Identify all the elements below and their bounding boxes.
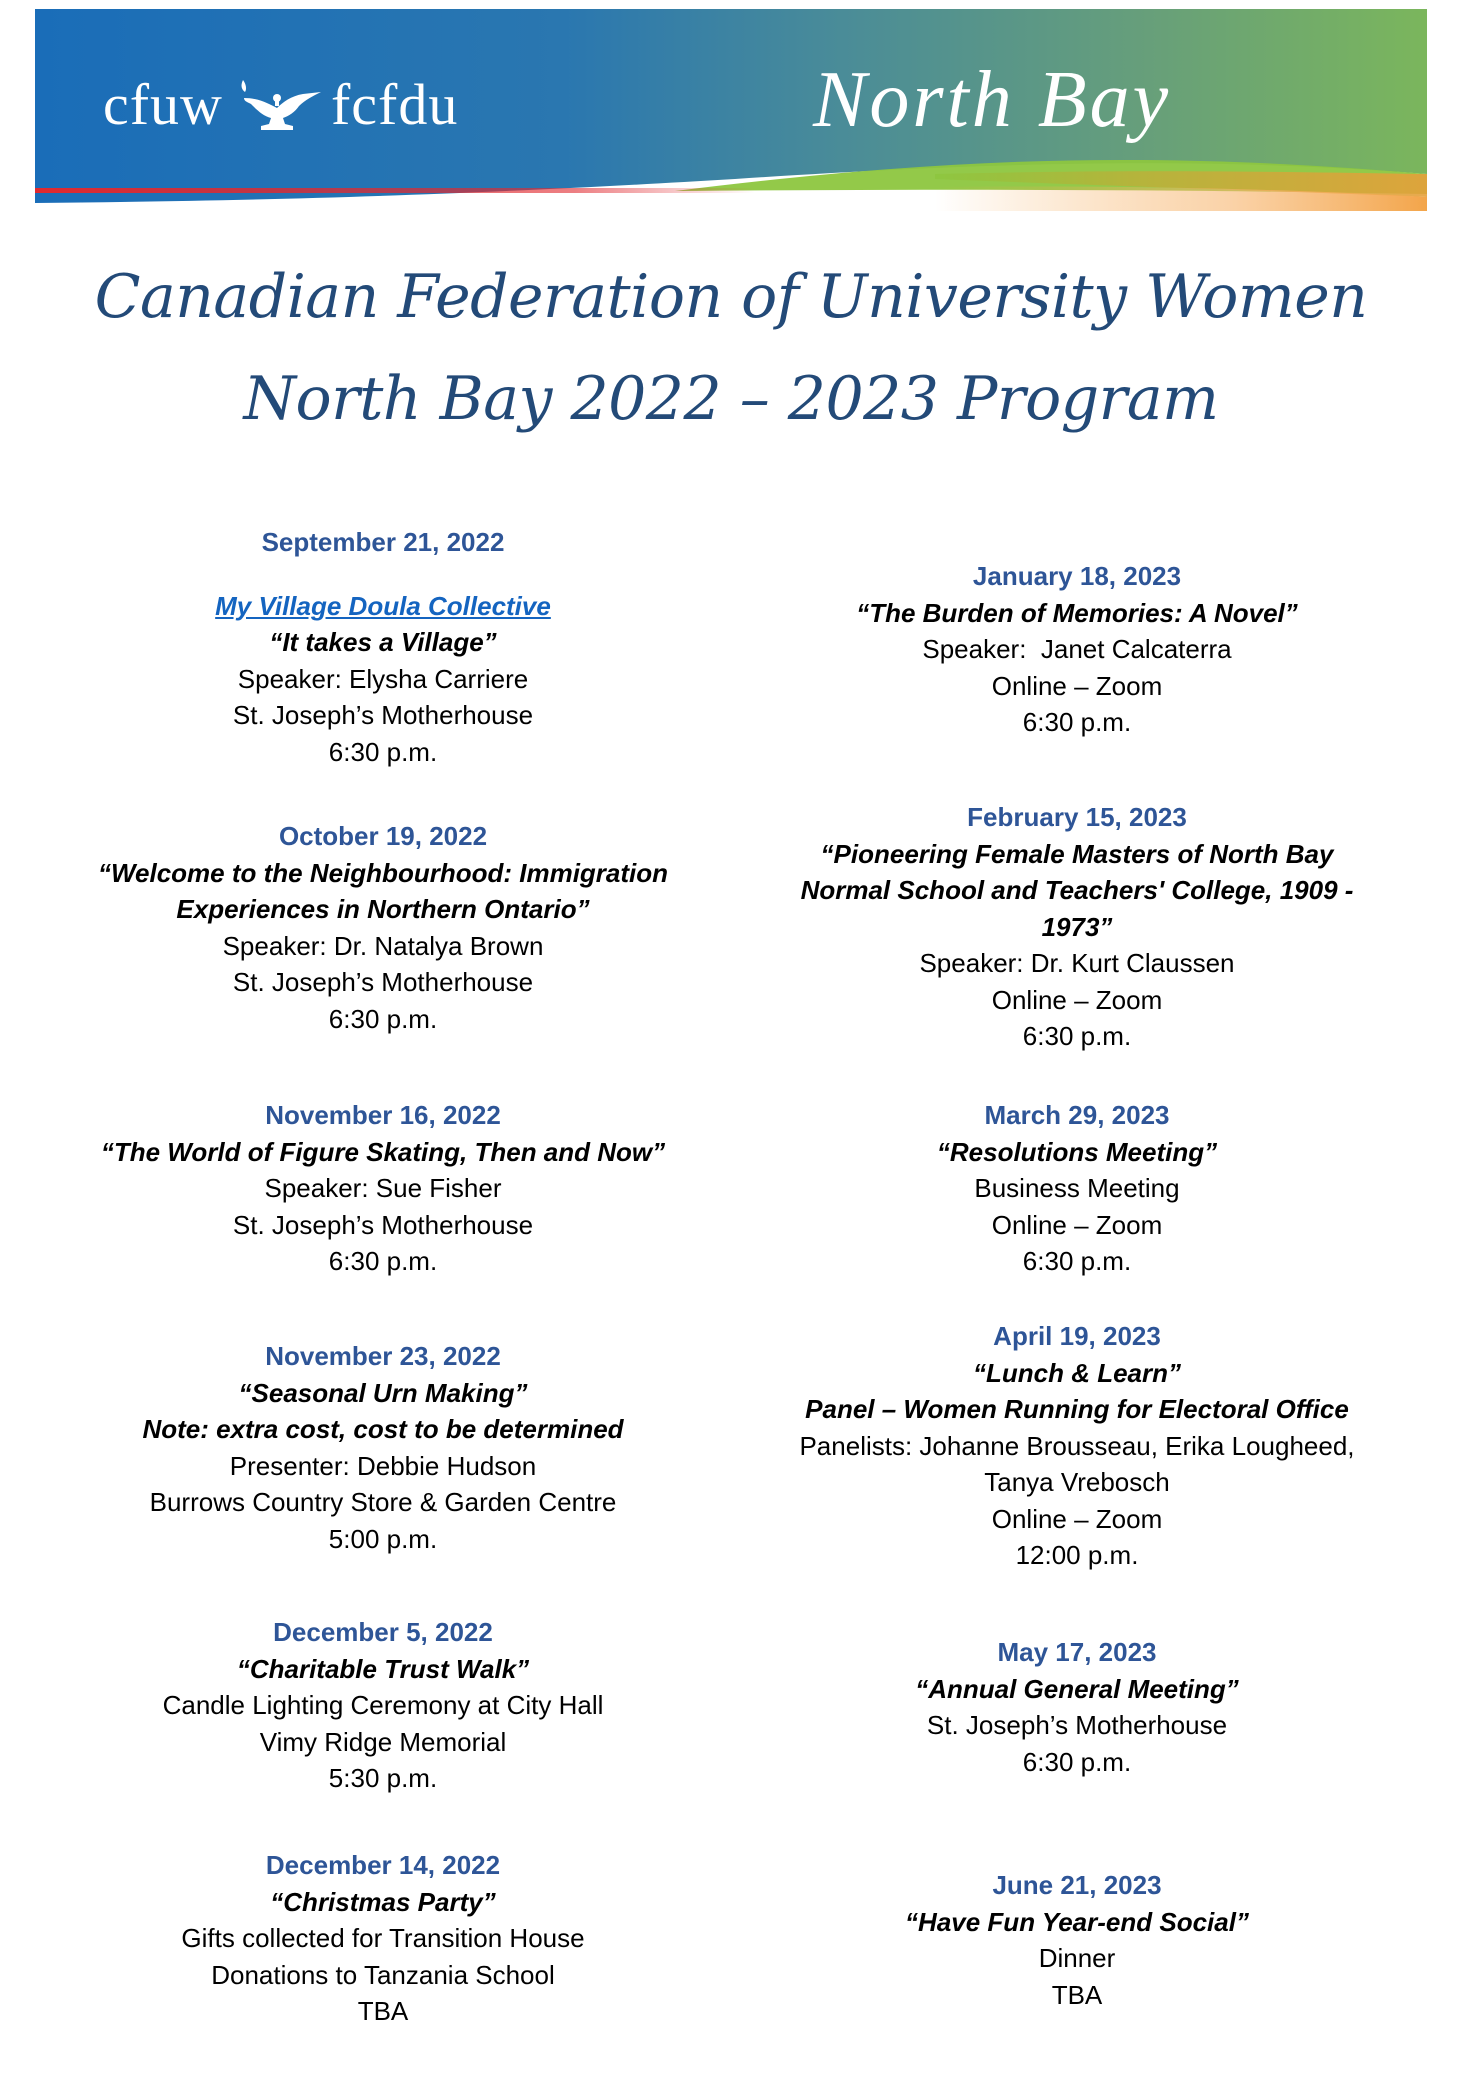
event-detail: Online – Zoom: [991, 1503, 1163, 1534]
event-feb-15-2023: [727, 799, 1427, 1055]
event-detail: Speaker: Elysha Carriere: [237, 663, 529, 694]
event-detail: St. Joseph’s Motherhouse: [926, 1710, 1228, 1740]
event-detail: Speaker: Sue Fisher: [264, 1173, 502, 1203]
event-date: September 21, 2022: [261, 527, 505, 557]
event-detail: Candle Lighting Ceremony at City Hall: [162, 1690, 604, 1720]
event-date: December 5, 2022: [273, 1617, 493, 1647]
event-detail: Vimy Ridge Memorial: [259, 1726, 507, 1757]
event-detail: Gifts collected for Transition House: [181, 1923, 585, 1953]
event-title: “Seasonal Urn Making”: [238, 1377, 528, 1408]
event-detail: Presenter: Debbie Hudson: [229, 1450, 537, 1481]
page-title: Canadian Federation of University Women: [94, 262, 1368, 332]
event-date: November 16, 2022: [265, 1100, 501, 1130]
event-date: December 14, 2022: [265, 1850, 501, 1880]
event-detail: Speaker: Dr. Kurt Claussen: [919, 948, 1235, 978]
event-detail: Panelists: Johanne Brousseau, Erika Lougheed,: [799, 1430, 1355, 1461]
event-detail: Tanya Vrebosch: [984, 1467, 1170, 1497]
event-detail: St. Joseph’s Motherhouse: [232, 1209, 534, 1240]
event-detail: Dinner: [1038, 1943, 1116, 1973]
event-subtitle: Panel – Women Running for Electoral Office: [805, 1394, 1349, 1424]
event-nov-16-2022: [33, 1097, 733, 1280]
cfuw-logo: [103, 71, 458, 138]
event-oct-19-2022: [33, 818, 733, 1037]
event-title: 1973”: [1041, 911, 1113, 942]
event-detail: Online – Zoom: [991, 1209, 1163, 1240]
event-detail: St. Joseph’s Motherhouse: [232, 700, 534, 730]
event-jun-21-2023: [727, 1867, 1427, 2013]
event-detail: Online – Zoom: [991, 670, 1163, 701]
page-subtitle: North Bay 2022 – 2023 Program: [243, 364, 1219, 434]
event-time: 6:30 p.m.: [328, 736, 438, 767]
event-title: “Charitable Trust Walk”: [236, 1653, 530, 1684]
event-time: 6:30 p.m.: [328, 1246, 438, 1276]
event-detail: Donations to Tanzania School: [211, 1959, 555, 1990]
event-time: 6:30 p.m.: [1022, 707, 1132, 737]
event-detail: Speaker: Janet Calcaterra: [922, 634, 1232, 664]
event-date: April 19, 2023: [993, 1321, 1161, 1351]
event-note: Note: extra cost, cost to be determined: [142, 1414, 624, 1444]
event-title: “Have Fun Year-end Social”: [905, 1906, 1249, 1937]
event-detail: Speaker: Dr. Natalya Brown: [222, 930, 544, 961]
event-date: November 23, 2022: [265, 1341, 501, 1371]
event-detail: Business Meeting: [974, 1173, 1180, 1203]
event-time: 6:30 p.m.: [1022, 1246, 1132, 1276]
event-title: “The World of Figure Skating, Then and Now”: [100, 1136, 666, 1167]
event-title: “Welcome to the Neighbourhood: Immigration: [97, 857, 669, 888]
event-detail: St. Joseph’s Motherhouse: [232, 967, 534, 997]
event-time: 6:30 p.m.: [1022, 1746, 1132, 1777]
region-name: North Bay: [813, 56, 1172, 144]
event-title: “The Burden of Memories: A Novel”: [856, 597, 1298, 628]
event-apr-19-2023: [727, 1318, 1427, 1574]
logo-text-cfuw: cfuw: [103, 72, 223, 137]
event-date: June 21, 2023: [992, 1870, 1162, 1900]
event-mar-29-2023: [727, 1097, 1427, 1280]
event-detail: Burrows Country Store & Garden Centre: [149, 1487, 617, 1517]
logo-text-fcfdu: fcfdu: [330, 72, 459, 137]
event-title: “Resolutions Meeting”: [936, 1136, 1218, 1167]
event-detail: Online – Zoom: [991, 984, 1163, 1015]
event-date: January 18, 2023: [972, 561, 1182, 591]
event-time: 12:00 p.m.: [1015, 1540, 1139, 1570]
event-title: Normal School and Teachers' College, 1909 -: [800, 875, 1354, 905]
event-may-17-2023: [727, 1634, 1427, 1780]
event-time: 5:30 p.m.: [328, 1763, 438, 1793]
event-time: 6:30 p.m.: [1022, 1021, 1132, 1051]
event-nov-23-2022: [33, 1338, 733, 1557]
event-dec-5-2022: [33, 1614, 733, 1797]
event-jan-18-2023: [727, 558, 1427, 741]
event-organization-link[interactable]: My Village Doula Collective: [215, 590, 551, 621]
event-title: “Christmas Party”: [270, 1886, 496, 1917]
event-title: “Lunch & Learn”: [972, 1357, 1181, 1388]
event-title: “It takes a Village”: [269, 627, 497, 657]
event-dec-14-2022: [33, 1847, 733, 2030]
event-date: October 19, 2022: [278, 821, 488, 851]
oil-lamp-icon: [229, 74, 325, 136]
event-sep-21-2022: [33, 524, 733, 770]
event-title: “Pioneering Female Masters of North Bay: [820, 838, 1334, 869]
event-time: 6:30 p.m.: [328, 1003, 438, 1034]
event-date: May 17, 2023: [997, 1637, 1157, 1667]
event-date: February 15, 2023: [967, 802, 1187, 832]
event-date: March 29, 2023: [984, 1100, 1170, 1130]
event-title: Experiences in Northern Ontario”: [176, 894, 590, 924]
event-time: TBA: [1051, 1979, 1103, 2010]
header-banner: [35, 9, 1427, 211]
event-time: 5:00 p.m.: [328, 1523, 438, 1554]
event-time: TBA: [357, 1996, 409, 2026]
event-title: “Annual General Meeting”: [915, 1673, 1239, 1704]
